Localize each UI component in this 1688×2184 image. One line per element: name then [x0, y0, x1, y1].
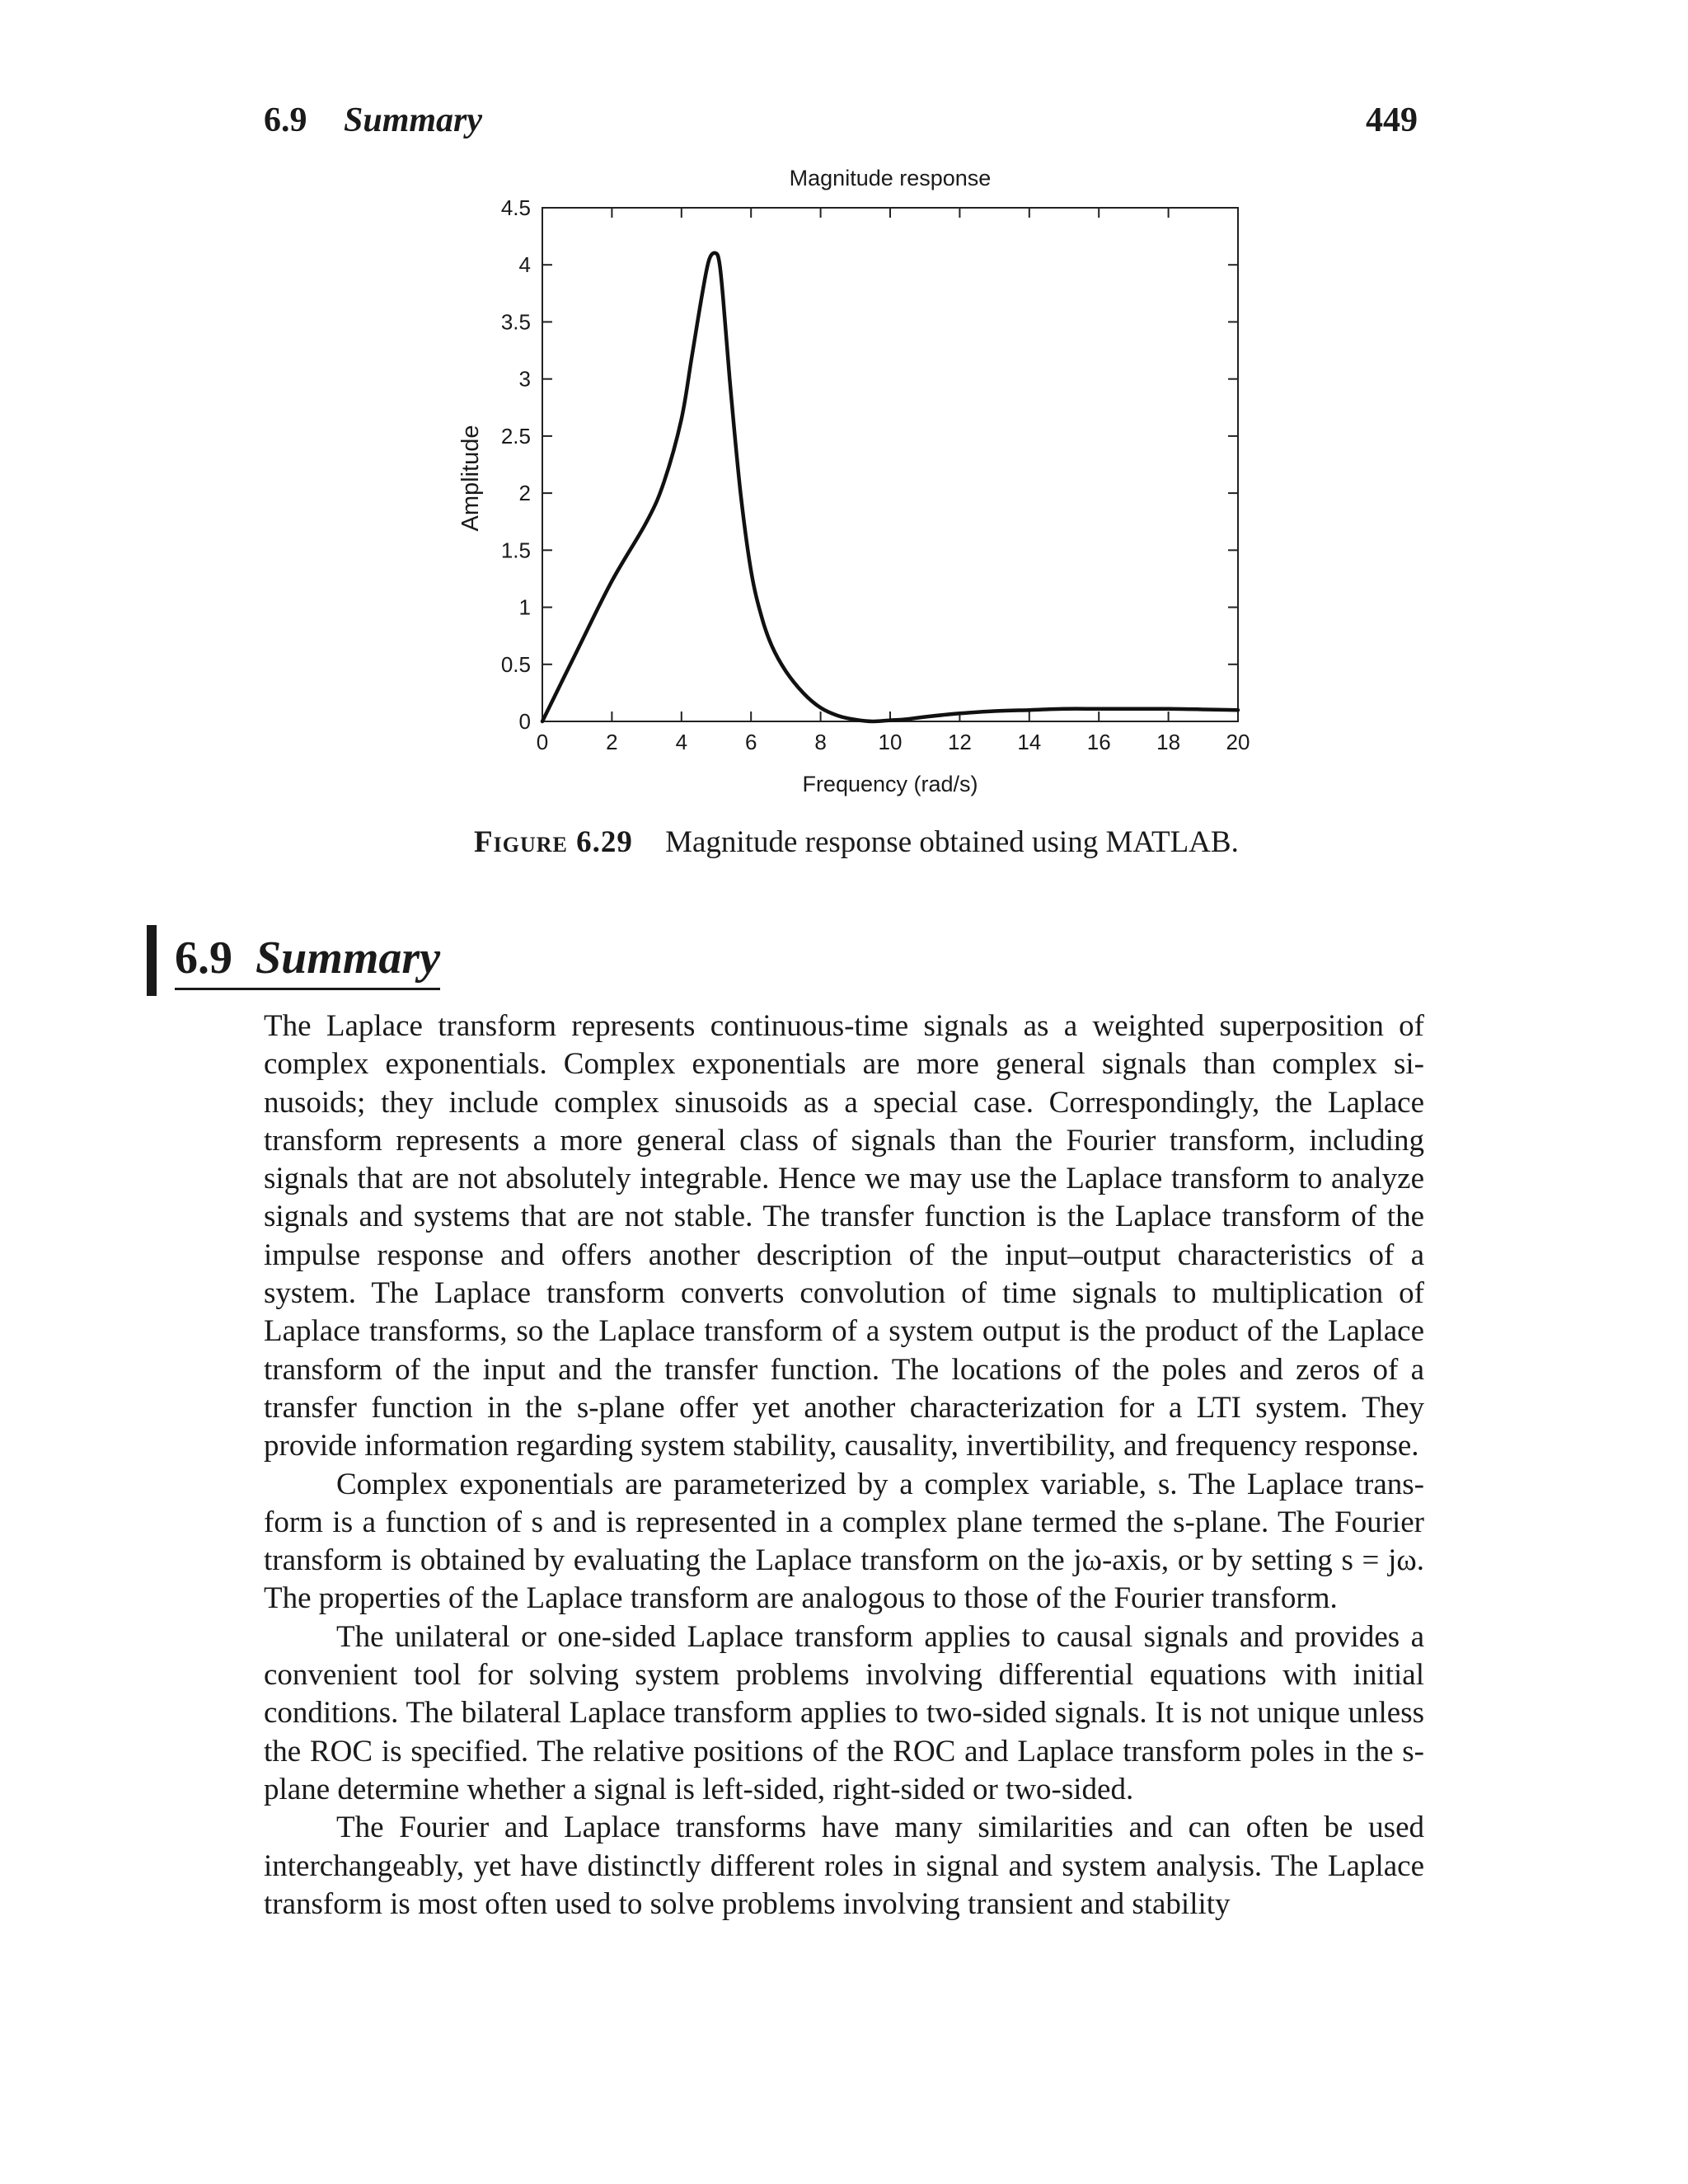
magnitude-response-chart — [412, 161, 1286, 812]
paragraph: The Fourier and Laplace transforms have many similarities and can often be used interchangeably, yet have distinctly different roles in signal and system analysis. The Laplace transform is most often used to solve problems involving transient and stability — [264, 1811, 1424, 1921]
section-heading-text — [175, 932, 440, 990]
x-tick-label: 12 — [947, 730, 972, 754]
section-heading-number: 6.9 — [175, 932, 232, 984]
y-tick-label: 4.5 — [500, 195, 531, 220]
y-tick-label: 2.5 — [500, 423, 531, 449]
y-tick-label: 1.5 — [500, 538, 531, 563]
x-axis-ticks — [537, 208, 1250, 754]
section-heading-title: Summary — [256, 932, 441, 984]
y-tick-label: 0 — [518, 709, 531, 734]
chart-title: Magnitude response — [789, 166, 992, 190]
y-tick-label: 3 — [518, 366, 531, 392]
y-axis-ticks — [501, 195, 1238, 734]
y-tick-label: 0.5 — [500, 651, 531, 677]
x-tick-label: 6 — [744, 730, 757, 754]
section-heading-bar — [147, 925, 157, 996]
plot-frame — [542, 208, 1238, 721]
paragraph: Complex exponentials are parameterized by a complex variable, s. The Laplace transform is a function of s and is represented in a complex plane termed the s-plane. The Fourier transform is obtained by evaluating the Laplace transform on the jω-axis, or by setting s = jω. The properties of the Laplace transform are analogous to those of the Fourier transform. — [264, 1467, 1424, 1616]
x-tick-label: 8 — [814, 730, 827, 754]
x-tick-label: 4 — [675, 730, 688, 754]
section-heading — [147, 925, 440, 996]
running-head-section-title: Summary — [344, 101, 483, 139]
figure-caption — [474, 824, 1239, 860]
x-tick-label: 16 — [1086, 730, 1111, 754]
x-tick-label: 2 — [606, 730, 618, 754]
summary-body — [264, 1007, 1424, 1923]
chart-xlabel: Frequency (rad/s) — [802, 772, 978, 796]
running-head-section-number: 6.9 — [264, 101, 307, 139]
x-tick-label: 18 — [1156, 730, 1181, 754]
paragraph: The unilateral or one-sided Laplace transform applies to causal signals and provides a convenient tool for solving system problems involving differential equations with initial conditions. The bilateral Laplace transform applies to two-sided signals. It is not unique unless the ROC is specified. The relative positions of the ROC and Laplace transform poles in the s-plane determine whether a signal is left-sided, right-sided or two-sided. — [264, 1619, 1424, 1806]
paragraph: The Laplace transform represents continuous-time signals as a weighted superposition of complex exponentials. Complex exponentials are more general signals than complex sinusoids; they include complex sinusoids as a special case. Correspondingly, the Laplace transform represents a more general class of signals than the Fourier transform, including signals that are not absolutely integrable. Hence we may use the Laplace transform to analyze signals and systems that are not stable. The transfer function is the Laplace transform of the impulse response and offers another description of the input–output characteristics of a system. The Laplace transform converts convolution of time signals to multiplication of Laplace transforms, so the Laplace transform of a system output is the product of the Laplace transform of the input and the transfer function. The locations of the poles and zeros of a transfer function in the s-plane offer yet another characterization for a LTI system. They provide information regarding system stability, causality, invertibility, and frequency response. — [264, 1009, 1424, 1463]
magnitude-curve — [542, 253, 1238, 721]
figure-caption-text: Magnitude response obtained using MATLAB. — [665, 825, 1239, 859]
chart-ylabel: Amplitude — [457, 425, 484, 532]
x-tick-label: 0 — [536, 730, 549, 754]
y-tick-label: 3.5 — [500, 309, 531, 335]
x-tick-label: 10 — [878, 730, 903, 754]
y-tick-label: 1 — [518, 594, 531, 620]
y-tick-label: 4 — [518, 252, 531, 278]
figure-caption-label: Figure 6.29 — [474, 825, 633, 859]
page-number: 449 — [1366, 101, 1418, 139]
y-tick-label: 2 — [518, 481, 531, 506]
x-tick-label: 20 — [1226, 730, 1250, 754]
running-head — [264, 101, 482, 140]
x-tick-label: 14 — [1017, 730, 1042, 754]
